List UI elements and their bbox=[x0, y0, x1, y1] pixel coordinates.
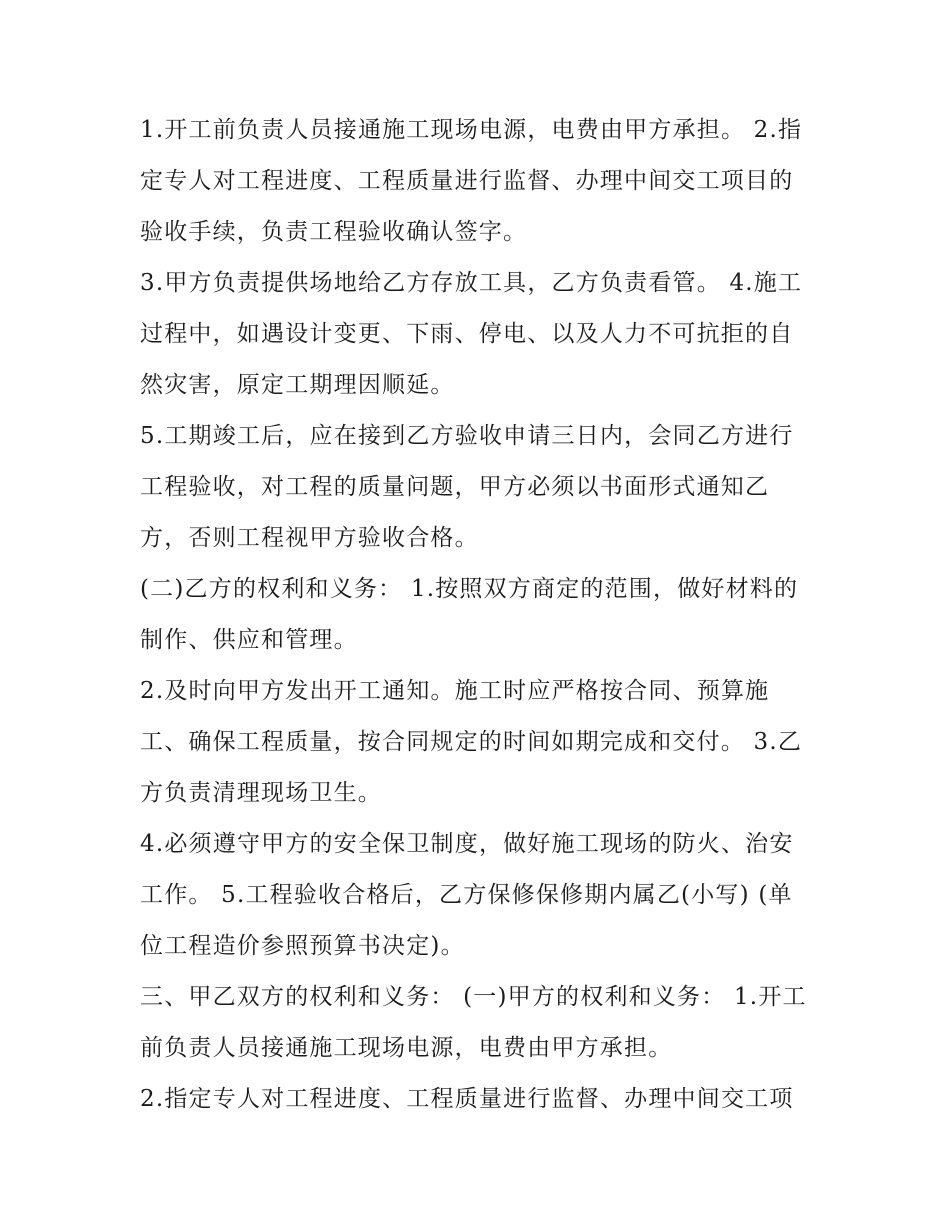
text-line: 3.甲方负责提供场地给乙方存放工具，乙方负责看管。 4.施工 bbox=[140, 270, 803, 296]
text-line: 定专人对工程进度、工程质量进行监督、办理中间交工项目的 bbox=[140, 168, 794, 194]
text-line: 方，否则工程视甲方验收合格。 bbox=[140, 525, 479, 551]
text-line: 1.开工前负责人员接通施工现场电源，电费由甲方承担。 2.指 bbox=[140, 117, 803, 143]
text-line: 过程中，如遇设计变更、下雨、停电、以及人力不可抗拒的自 bbox=[140, 321, 794, 347]
text-line: 方负责清理现场卫生。 bbox=[140, 780, 382, 806]
text-line: 工作。 5.工程验收合格后，乙方保修保修期内属乙(小写) (单 bbox=[140, 882, 793, 908]
text-line: (二)乙方的权利和义务： 1.按照双方商定的范围，做好材料的 bbox=[140, 576, 799, 602]
text-line: 制作、供应和管理。 bbox=[140, 627, 358, 653]
document-body bbox=[140, 105, 820, 1125]
text-line: 2.及时向甲方发出开工通知。施工时应严格按合同、预算施 bbox=[140, 678, 770, 704]
text-line: 三、甲乙双方的权利和义务： (一)甲方的权利和义务： 1.开工 bbox=[140, 984, 807, 1010]
text-line: 2.指定专人对工程进度、工程质量进行监督、办理中间交工项 bbox=[140, 1086, 794, 1112]
text-line: 工、确保工程质量，按合同规定的时间如期完成和交付。 3.乙 bbox=[140, 729, 803, 755]
text-line: 工程验收，对工程的质量问题，甲方必须以书面形式通知乙 bbox=[140, 474, 770, 500]
text-line: 位工程造价参照预算书决定)。 bbox=[140, 933, 465, 959]
text-line: 验收手续，负责工程验收确认签字。 bbox=[140, 219, 528, 245]
text-line: 前负责人员接通施工现场电源，电费由甲方承担。 bbox=[140, 1035, 673, 1061]
text-line: 然灾害，原定工期理因顺延。 bbox=[140, 372, 455, 398]
text-line: 5.工期竣工后，应在接到乙方验收申请三日内，会同乙方进行 bbox=[140, 423, 794, 449]
text-line: 4.必须遵守甲方的安全保卫制度，做好施工现场的防火、治安 bbox=[140, 831, 794, 857]
